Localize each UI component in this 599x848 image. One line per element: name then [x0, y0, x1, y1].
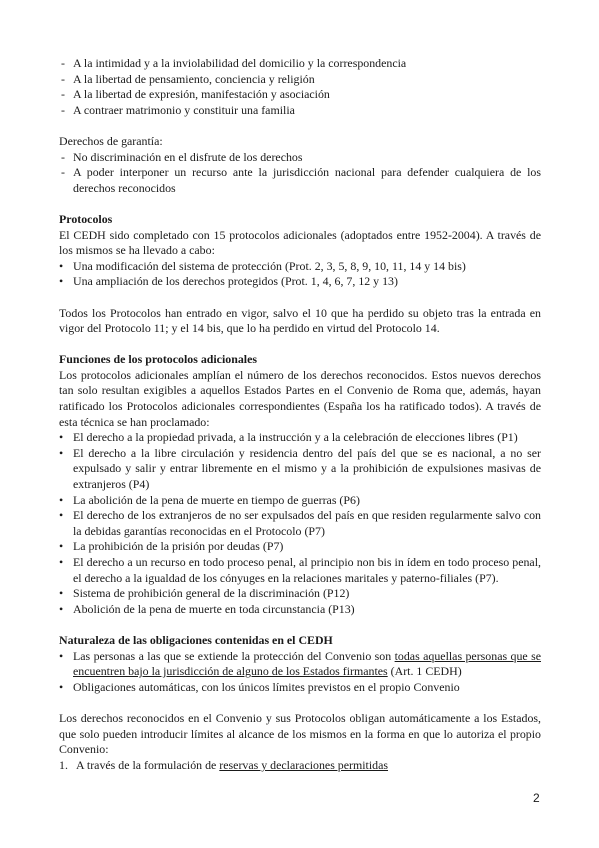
list-item: • Una modificación del sistema de protección (Prot. 2, 3, 5, 8, 9, 10, 11, 14 y 14 bis): [59, 259, 541, 275]
list-item: • El derecho a la propiedad privada, a la instrucción y a la celebración de elecciones libres (P1): [59, 430, 541, 446]
list-item: • Sistema de prohibición general de la discriminación (P12): [59, 586, 541, 602]
list-item: • El derecho a un recurso en todo proceso penal, al principio non bis in ídem en todo proceso penal, el derecho a la igualdad de los cónyuges en la relaciones maritales y paterno-filiales (P7).: [59, 555, 541, 586]
underlined-text: reservas y declaraciones permitidas: [219, 757, 389, 772]
list-item: - A contraer matrimonio y constituir una familia: [59, 103, 541, 119]
funciones-intro: Los protocolos adicionales amplían el número de los derechos reconocidos. Estos nuevos derechos tan solo resultan exigibles a aquellos Estados Partes en el Convenio de Roma que, además, hayan ratificado los Protocolos adicionales correspondientes (España los ha ratificado todos). A través de esta técnica se han proclamado:: [59, 367, 541, 429]
list-item: [59, 649, 541, 680]
garantia-list: [59, 150, 541, 197]
item-text: Las personas a las que se extiende la protección del Convenio son: [73, 648, 395, 663]
list-item: • La abolición de la pena de muerte en tiempo de guerras (P6): [59, 493, 541, 509]
protocolos-list: [59, 259, 541, 290]
page-number: 2: [533, 791, 540, 805]
list-item: - A la libertad de pensamiento, conciencia y religión: [59, 72, 541, 88]
funciones-list: [59, 430, 541, 617]
item-text: A través de la formulación de: [76, 757, 220, 772]
numbered-list: [59, 758, 541, 774]
list-item: • El derecho a la libre circulación y residencia dentro del país del que se es nacional, a no ser expulsado y salir y entrar libremente en el mismo y a la prohibición de expulsiones masivas de extranjeros (P4): [59, 446, 541, 493]
list-item: • La prohibición de la prisión por deudas (P7): [59, 539, 541, 555]
numbered-item: [59, 758, 541, 774]
naturaleza-list: [59, 649, 541, 696]
list-item: - A la libertad de expresión, manifestación y asociación: [59, 87, 541, 103]
list-item: - A poder interponer un recurso ante la jurisdicción nacional para defender cualquiera de los derechos reconocidos: [59, 165, 541, 196]
underlined-text: todas aquellas personas que se encuentren bajo la jurisdicción de alguno de los Estados firmantes: [73, 648, 541, 679]
garantia-intro: Derechos de garantía:: [59, 133, 163, 148]
item-text: (Art. 1 CEDH): [387, 664, 462, 679]
section-heading-protocolos: Protocolos: [59, 211, 113, 226]
section-heading-naturaleza: Naturaleza de las obligaciones contenidas en el CEDH: [59, 632, 333, 647]
list-item: • El derecho de los extranjeros de no ser expulsados del país en que residen regularmente salvo con la debidas garantías reconocidas en el Protocolo (P7): [59, 508, 541, 539]
item-number: 1.: [59, 757, 68, 772]
document-page: [59, 56, 541, 773]
list-item: - No discriminación en el disfrute de los derechos: [59, 150, 541, 166]
list-item: • Abolición de la pena de muerte en toda circunstancia (P13): [59, 602, 541, 618]
rights-list: [59, 56, 541, 118]
list-item: • Obligaciones automáticas, con los únicos límites previstos en el propio Convenio: [59, 680, 541, 696]
naturaleza-paragraph: Los derechos reconocidos en el Convenio y sus Protocolos obligan automáticamente a los Estados, que solo pueden introducir límites al alcance de los mismos en la forma en que lo autoriza el propio Convenio:: [59, 710, 541, 757]
section-heading-funciones: Funciones de los protocolos adicionales: [59, 352, 257, 367]
protocolos-intro: El CEDH sido completado con 15 protocolos adicionales (adoptados entre 1952-2004). A través de los mismos se ha llevado a cabo:: [59, 227, 541, 258]
protocolos-vigor-paragraph: Todos los Protocolos han entrado en vigor, salvo el 10 que ha perdido su objeto tras la entrada en vigor del Protocolo 11; y el 14 bis, que lo ha perdido en virtud del Protocolo 14.: [59, 305, 541, 336]
list-item: - A la intimidad y a la inviolabilidad del domicilio y la correspondencia: [59, 56, 541, 72]
list-item: • Una ampliación de los derechos protegidos (Prot. 1, 4, 6, 7, 12 y 13): [59, 274, 541, 290]
